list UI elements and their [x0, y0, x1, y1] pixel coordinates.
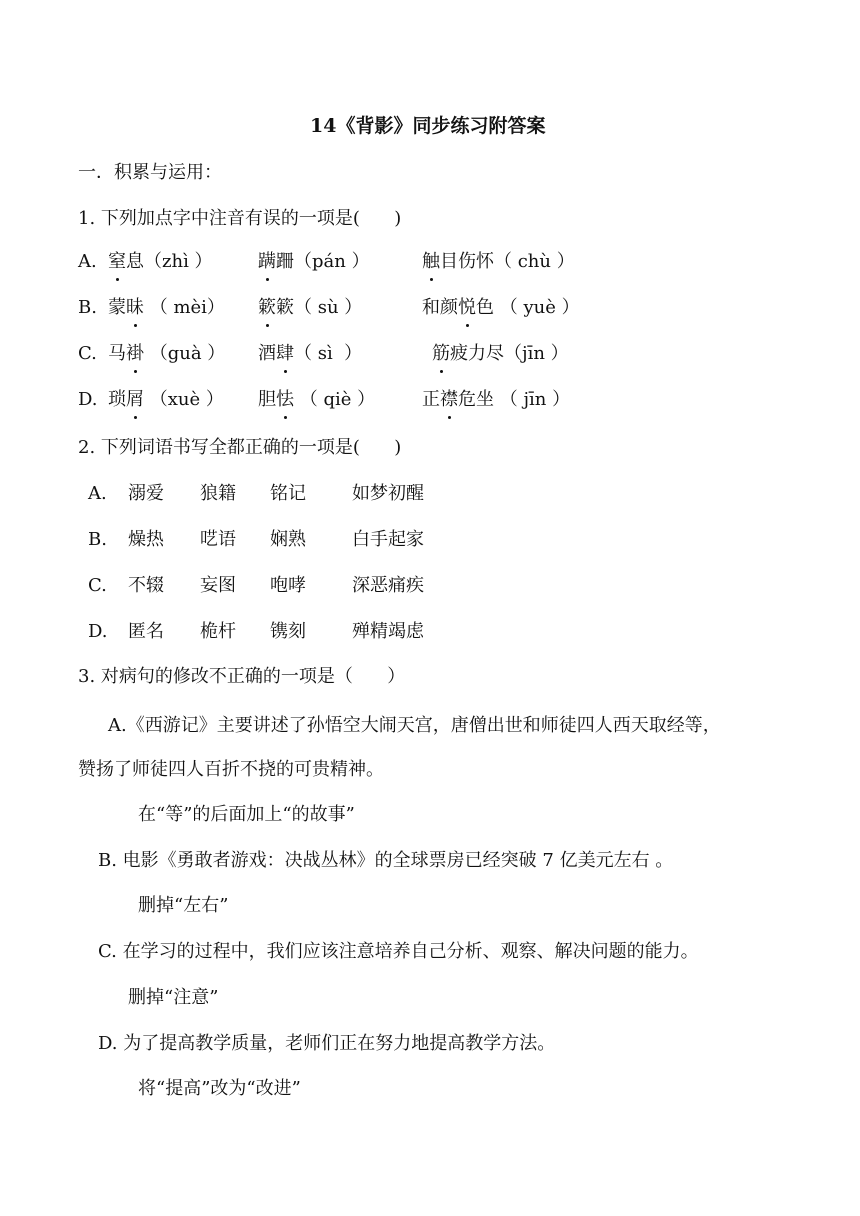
q2-word: 呓语	[200, 529, 236, 550]
q3-option-b-fix: 删掉“左右”	[138, 895, 229, 916]
q1-option-label: D.	[78, 389, 98, 410]
q1-option-item: 正襟危坐 （ jīn ）	[422, 389, 571, 410]
q2-word: 桅杆	[200, 621, 236, 642]
q2-word: 殚精竭虑	[352, 621, 424, 642]
q2-option-label: B.	[88, 529, 107, 550]
q2-word: 铭记	[270, 483, 306, 504]
q2-word: 深恶痛疾	[352, 575, 424, 596]
q2-word: 溺爱	[128, 483, 164, 504]
q2-word: 狼籍	[200, 483, 236, 504]
q3-option-d-line: D. 为了提高教学质量，老师们正在努力地提高教学方法。	[98, 1033, 556, 1054]
question-1-stem: 1. 下列加点字中注音有误的一项是( )	[78, 208, 402, 229]
section-heading: 一．积累与运用：	[78, 162, 222, 183]
q2-word: 匿名	[128, 621, 164, 642]
q1-option-label: A.	[78, 251, 97, 272]
q1-option-item: 和颜悦色 （ yuè ）	[422, 297, 580, 318]
q1-option-item: 蹒跚（pán ）	[258, 251, 370, 272]
q1-option-item: 簌簌（ sù ）	[258, 297, 363, 318]
q3-option-a-line1: A.《西游记》主要讲述了孙悟空大闹天宫，唐僧出世和师徒四人西天取经等，	[108, 715, 721, 736]
q1-option-item: 酒肆（ sì ）	[258, 343, 363, 364]
question-2-stem: 2. 下列词语书写全都正确的一项是( )	[78, 437, 402, 458]
q2-option-label: D.	[88, 621, 108, 642]
q2-word: 咆哮	[270, 575, 306, 596]
q3-option-d-fix: 将“提高”改为“改进”	[138, 1078, 301, 1099]
q1-option-item: 琐屑 （xuè ）	[108, 389, 224, 410]
q2-word: 如梦初醒	[352, 483, 424, 504]
q1-option-label: B.	[78, 297, 97, 318]
q3-option-b-line: B. 电影《勇敢者游戏：决战丛林》的全球票房已经突破 7 亿美元左右 。	[98, 850, 674, 871]
q2-option-label: A.	[88, 483, 107, 504]
q1-option-item: 筋疲力尽（jīn ）	[432, 343, 569, 364]
q3-option-a-fix: 在“等”的后面加上“的故事”	[138, 804, 355, 825]
q2-word: 白手起家	[352, 529, 424, 550]
q1-option-item: 窒息（zhì ）	[108, 251, 213, 272]
q1-option-item: 触目伤怀（ chù ）	[422, 251, 575, 272]
q1-option-item: 马褂 （guà ）	[108, 343, 226, 364]
q1-option-item: 胆怯 （ qiè ）	[258, 389, 376, 410]
q2-word: 娴熟	[270, 529, 306, 550]
q1-option-item: 蒙昧 （ mèi）	[108, 297, 225, 318]
q2-word: 燥热	[128, 529, 164, 550]
page-title: 14《背影》同步练习附答案	[310, 115, 546, 137]
q3-option-a-line2: 赞扬了师徒四人百折不挠的可贵精神。	[78, 759, 384, 780]
q3-option-c-line: C. 在学习的过程中，我们应该注意培养自己分析、观察、解决问题的能力。	[98, 941, 699, 962]
q1-option-label: C.	[78, 343, 97, 364]
q2-word: 妄图	[200, 575, 236, 596]
q3-option-c-fix: 删掉“注意”	[128, 987, 219, 1008]
q2-word: 不辍	[128, 575, 164, 596]
q2-word: 镌刻	[270, 621, 306, 642]
q2-option-label: C.	[88, 575, 107, 596]
question-3-stem: 3. 对病句的修改不正确的一项是（ ）	[78, 666, 406, 687]
